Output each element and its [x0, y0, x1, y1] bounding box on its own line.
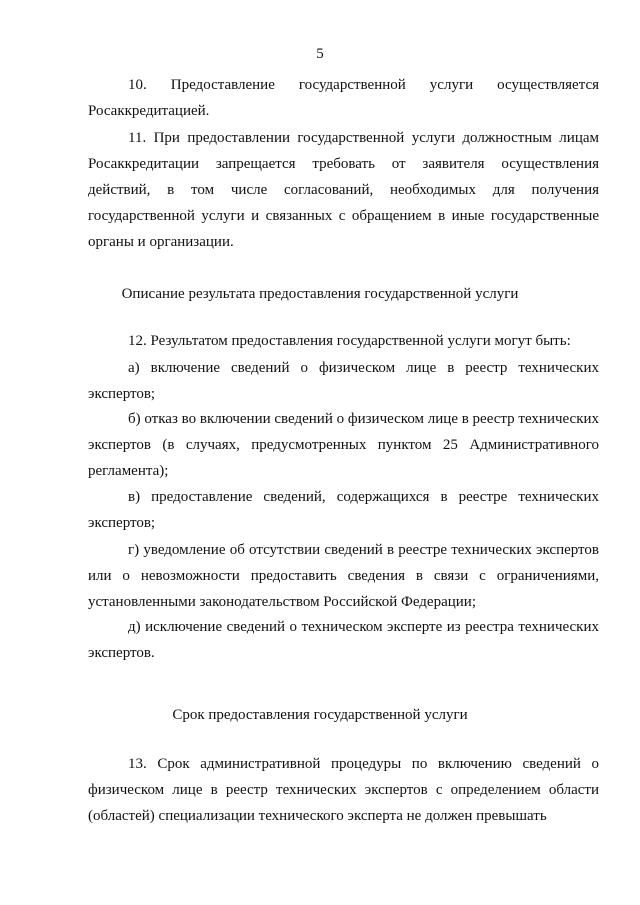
list-item-d: д) исключение сведений о техническом эксперте из реестра технических экспертов.: [88, 619, 599, 661]
list-item-g: г) уведомление об отсутствии сведений в реестре технических экспертов или о невозможности предоставить сведения в связи с ограничениями, установленными законодательством Российской Федерации;: [88, 542, 599, 610]
section-heading-term: Срок предоставления государственной услуги: [172, 707, 468, 723]
paragraph-10: 10. Предоставление государственной услуги осуществляется Росаккредитацией.: [88, 77, 599, 119]
page-number: 5: [316, 46, 324, 62]
list-item-v: в) предоставление сведений, содержащихся в реестре технических экспертов;: [88, 489, 599, 531]
paragraph-12: 12. Результатом предоставления государственной услуги могут быть:: [128, 333, 571, 349]
paragraph-13: 13. Срок административной процедуры по включению сведений о физическом лице в реестр технических экспертов с определением области (областей) специализации технического эксперта не должен превышать: [88, 756, 599, 824]
section-heading-result: Описание результата предоставления государственной услуги: [121, 286, 519, 302]
list-item-b: б) отказ во включении сведений о физическом лице в реестр технических экспертов (в случаях, предусмотренных пунктом 25 Административного регламента);: [88, 411, 600, 479]
list-item-a: а) включение сведений о физическом лице в реестр технических экспертов;: [88, 360, 599, 402]
paragraph-11: 11. При предоставлении государственной услуги должностным лицам Росаккредитации запрещается требовать от заявителя осуществления действий, в том числе согласований, необходимых для получения государственной услуги и связанных с обращением в иные государственные органы и организации.: [88, 130, 599, 250]
